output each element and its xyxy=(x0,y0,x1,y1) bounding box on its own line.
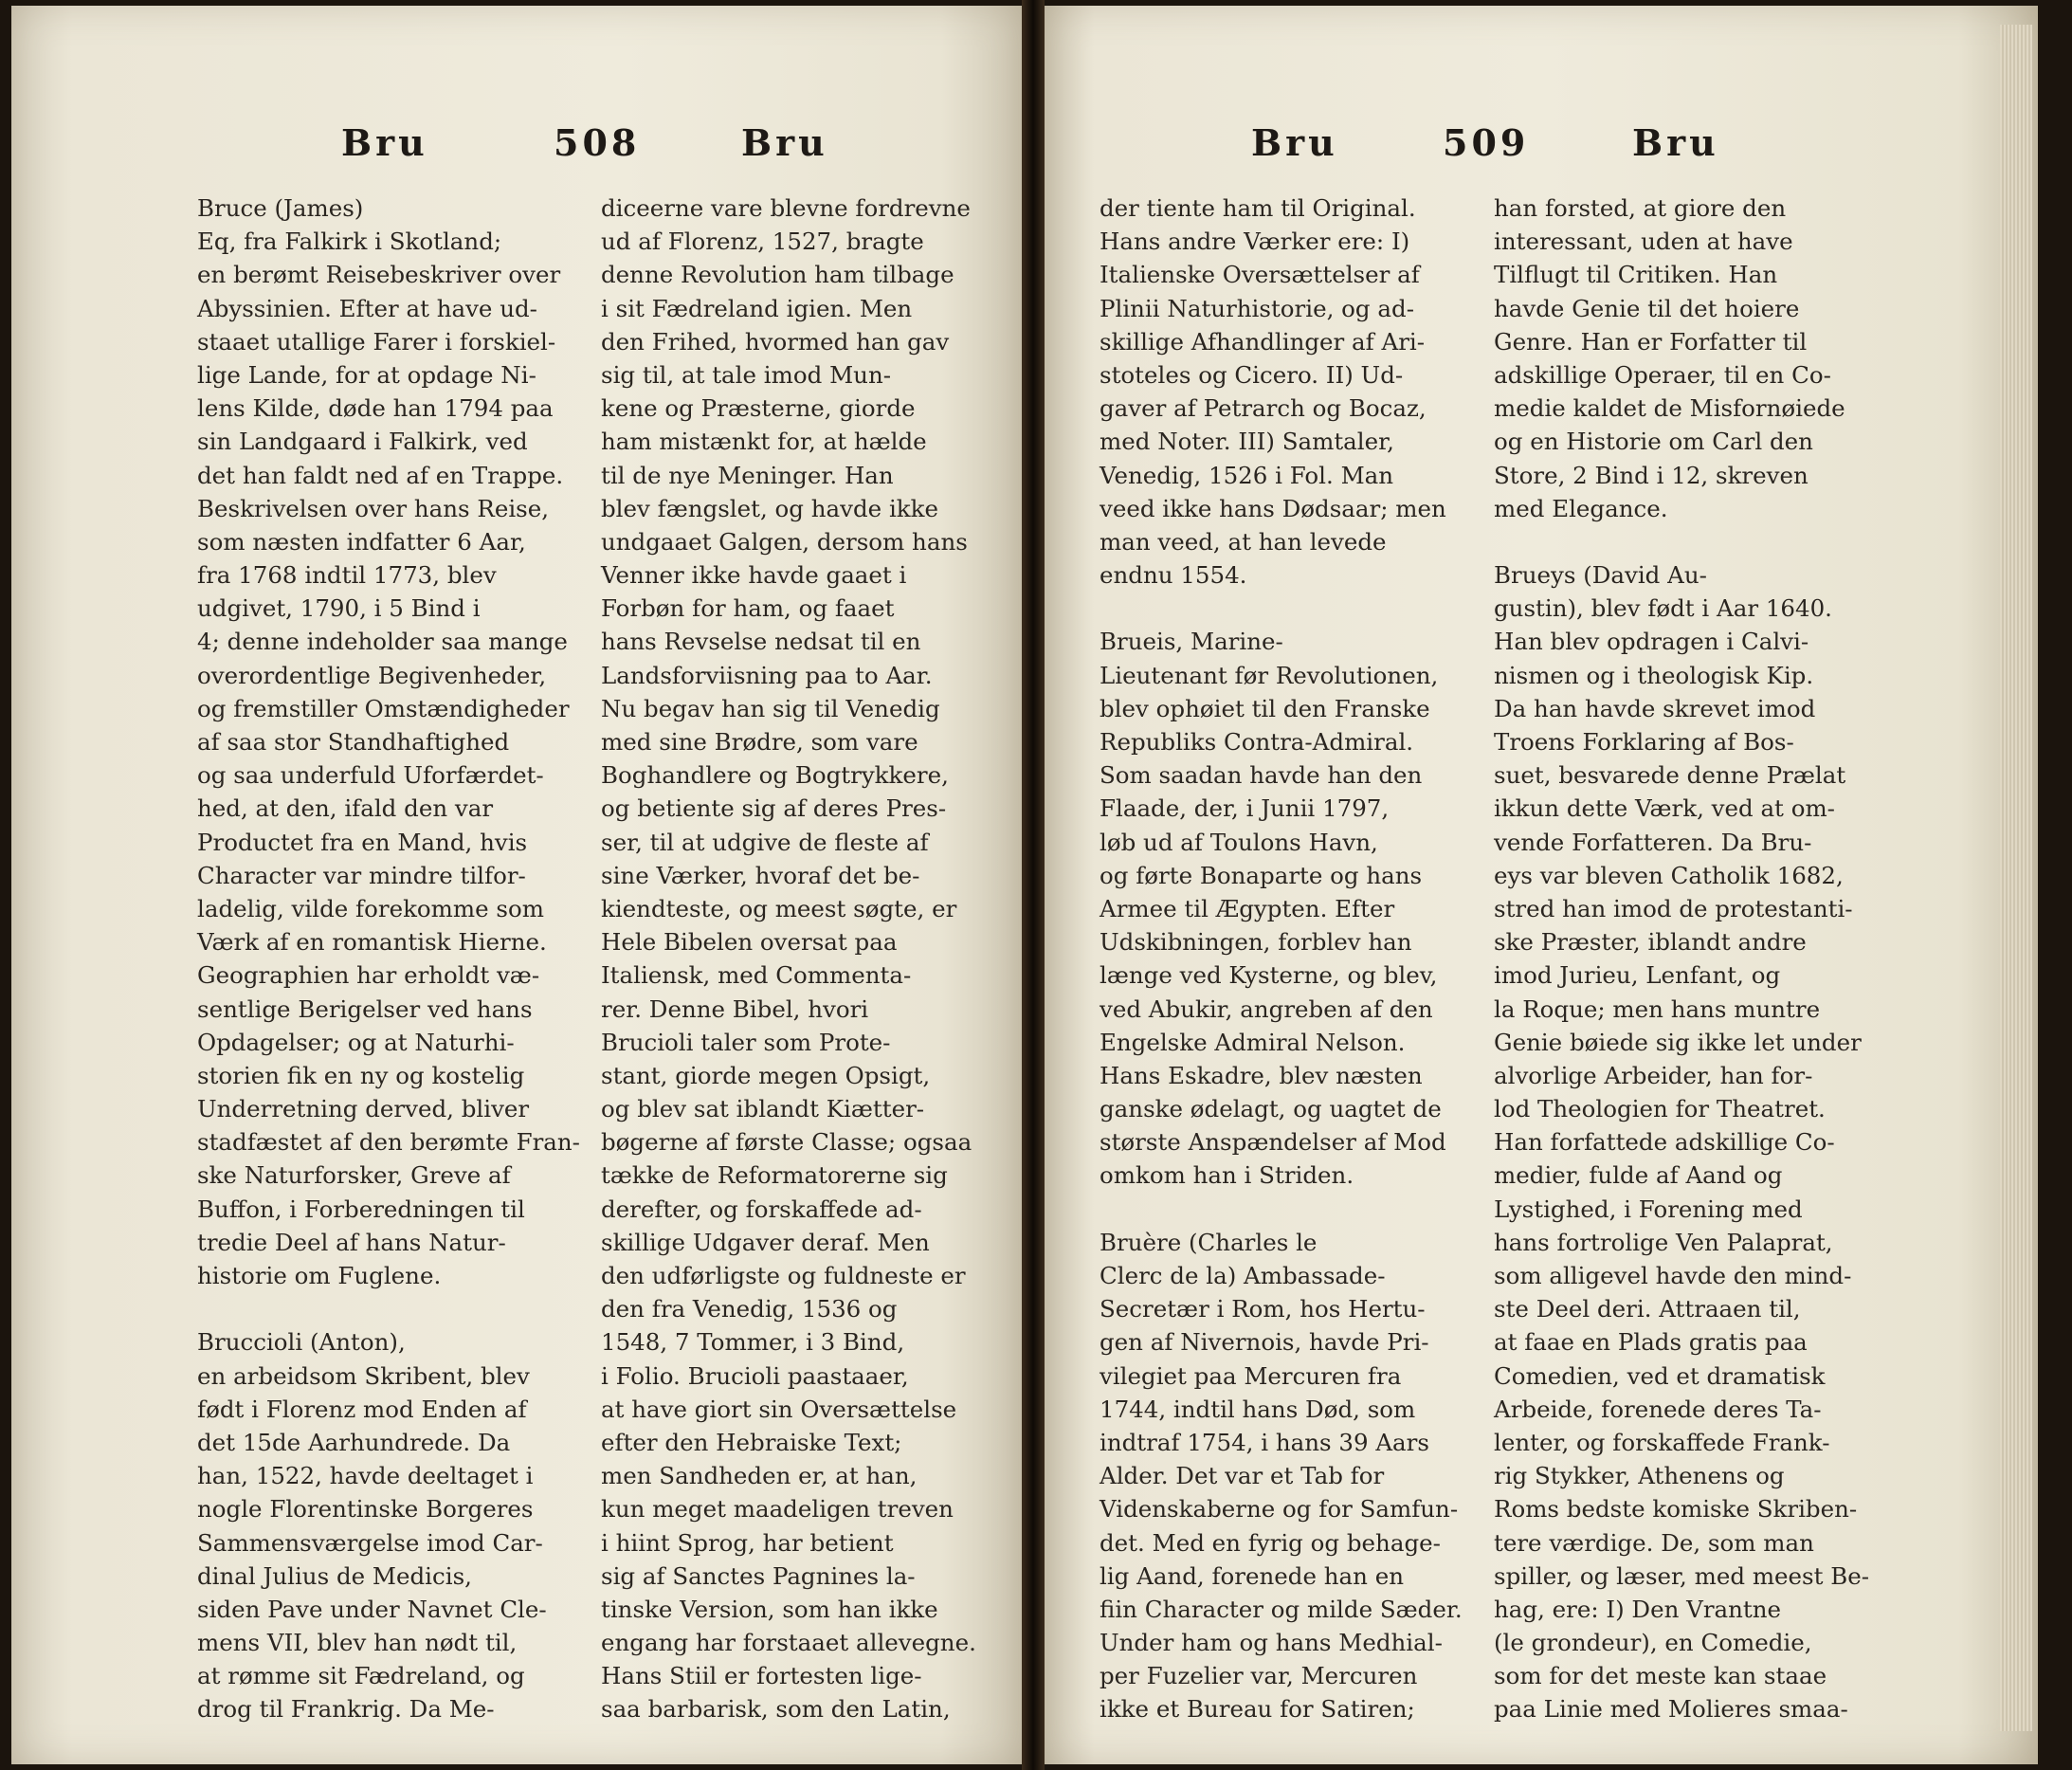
text-line: Roms bedste komiske Skriben- xyxy=(1494,1495,1858,1524)
text-line: ikkun dette Værk, ved at om- xyxy=(1494,794,1835,823)
text-line: han forsted, at giore den xyxy=(1494,194,1787,222)
running-head-right: Bru xyxy=(1632,121,1719,164)
text-line: dinal Julius de Medicis, xyxy=(197,1561,472,1590)
text-line: hag, ere: I) Den Vrantne xyxy=(1494,1595,1782,1623)
text-line: ved Abukir, angreben af den xyxy=(1100,994,1433,1023)
text-line: Italiensk, med Commenta- xyxy=(601,961,912,990)
text-line: Bruccioli (Anton), xyxy=(197,1328,406,1357)
text-line: Hans Eskadre, blev næsten xyxy=(1100,1061,1423,1089)
text-line: lenter, og forskaffede Frank- xyxy=(1494,1428,1830,1456)
text-line: drog til Frankrig. Da Me- xyxy=(197,1695,495,1724)
text-line: tere værdige. De, som man xyxy=(1494,1528,1814,1557)
text-line: storien fik en ny og kostelig xyxy=(197,1061,525,1089)
text-line: ladelig, vilde forekomme som xyxy=(197,894,544,922)
text-line: og en Historie om Carl den xyxy=(1494,428,1813,456)
text-line: i sit Fædreland igien. Men xyxy=(601,294,913,322)
text-line: med sine Brødre, som vare xyxy=(601,728,918,756)
text-line: Hans andre Værker ere: I) xyxy=(1100,228,1410,256)
text-line: sine Værker, hvoraf det be- xyxy=(601,861,920,889)
text-line: 1548, 7 Tommer, i 3 Bind, xyxy=(601,1328,905,1357)
text-line: Armee til Ægypten. Efter xyxy=(1100,894,1395,922)
text-line: denne Revolution ham tilbage xyxy=(601,261,954,289)
text-line: Store, 2 Bind i 12, skreven xyxy=(1494,461,1808,489)
text-line: Forbøn for ham, og faaet xyxy=(601,594,895,623)
text-line: kene og Præsterne, giorde xyxy=(601,394,916,423)
text-line: diceerne vare blevne fordrevne xyxy=(601,194,971,222)
text-line: en arbeidsom Skribent, blev xyxy=(197,1361,530,1390)
text-line: vende Forfatteren. Da Bru- xyxy=(1494,828,1812,856)
text-line: løb ud af Toulons Havn, xyxy=(1100,828,1378,856)
text-line: vilegiet paa Mercuren fra xyxy=(1100,1361,1402,1390)
text-line: efter den Hebraiske Text; xyxy=(601,1428,902,1456)
text-line: 4; denne indeholder saa mange xyxy=(197,628,568,656)
text-line: Arbeide, forenede deres Ta- xyxy=(1494,1395,1822,1423)
text-line: Abyssinien. Efter at have ud- xyxy=(197,294,537,322)
text-line: Comedien, ved et dramatisk xyxy=(1494,1361,1826,1390)
text-line: Brucioli taler som Prote- xyxy=(601,1028,891,1056)
right-page xyxy=(1045,6,2038,1764)
text-line: Tilflugt til Critiken. Han xyxy=(1494,261,1778,289)
text-line: Beskrivelsen over hans Reise, xyxy=(197,494,550,522)
text-line: medier, fulde af Aand og xyxy=(1494,1161,1783,1190)
text-line: suet, besvarede denne Prælat xyxy=(1494,761,1846,790)
text-line: Productet fra en Mand, hvis xyxy=(197,828,528,856)
text-line: lod Theologien for Theatret. xyxy=(1494,1095,1826,1123)
text-line: saa barbarisk, som den Latin, xyxy=(601,1695,951,1724)
text-line: engang har forstaaet allevegne. xyxy=(601,1629,976,1657)
text-line: skillige Udgaver deraf. Men xyxy=(601,1228,930,1256)
text-line: sin Landgaard i Falkirk, ved xyxy=(197,428,528,456)
text-line: ste Deel deri. Attraaen til, xyxy=(1494,1295,1801,1323)
text-line: Genre. Han er Forfatter til xyxy=(1494,327,1808,356)
page-edges xyxy=(2000,25,2032,1731)
text-line: Secretær i Rom, hos Hertu- xyxy=(1100,1295,1426,1323)
text-line: ganske ødelagt, og uagtet de xyxy=(1100,1095,1442,1123)
text-line: Brueis, Marine- xyxy=(1100,628,1283,656)
text-line: og blev sat iblandt Kiætter- xyxy=(601,1095,925,1123)
text-line: største Anspændelser af Mod xyxy=(1100,1128,1446,1157)
text-line: Under ham og hans Medhial- xyxy=(1100,1629,1443,1657)
text-line: lige Lande, for at opdage Ni- xyxy=(197,360,536,389)
text-line: hans fortrolige Ven Palaprat, xyxy=(1494,1228,1833,1256)
text-line: som alligevel havde den mind- xyxy=(1494,1262,1852,1289)
text-line: rer. Denne Bibel, hvori xyxy=(601,994,869,1023)
text-line: interessant, uden at have xyxy=(1494,228,1793,256)
text-line: og saa underfuld Uforfærdet- xyxy=(197,761,544,790)
text-line: i hiint Sprog, har betient xyxy=(601,1528,894,1557)
text-line: længe ved Kysterne, og blev, xyxy=(1100,961,1438,990)
text-line: udgivet, 1790, i 5 Bind i xyxy=(197,594,481,623)
text-line: Opdagelser; og at Naturhi- xyxy=(197,1028,515,1056)
text-line: Nu begav han sig til Venedig xyxy=(601,694,940,722)
text-line: at rømme sit Fædreland, og xyxy=(197,1662,525,1690)
text-line: medie kaldet de Misfornøiede xyxy=(1494,394,1845,423)
page-number: 508 xyxy=(554,121,641,164)
text-line: af saa stor Standhaftighed xyxy=(197,728,510,756)
text-line: det. Med en fyrig og behage- xyxy=(1100,1528,1441,1557)
text-line: Landsforviisning paa to Aar. xyxy=(601,661,933,689)
text-line: Videnskaberne og for Samfun- xyxy=(1100,1495,1459,1524)
text-line: tinske Version, som han ikke xyxy=(601,1595,938,1623)
text-line: og førte Bonaparte og hans xyxy=(1100,861,1423,889)
text-line: stant, giorde megen Opsigt, xyxy=(601,1061,931,1089)
text-line: Republiks Contra-Admiral. xyxy=(1100,728,1414,756)
text-line: eys var bleven Catholik 1682, xyxy=(1494,861,1844,889)
text-line: historie om Fuglene. xyxy=(197,1262,442,1289)
text-line: Han blev opdragen i Calvi- xyxy=(1494,628,1809,656)
text-line: imod Jurieu, Lenfant, og xyxy=(1494,961,1781,990)
text-line: ham mistænkt for, at hælde xyxy=(601,428,927,456)
text-line: staaet utallige Farer i forskiel- xyxy=(197,327,556,356)
text-line: den fra Venedig, 1536 og xyxy=(601,1295,898,1323)
text-line: kun meget maadeligen treven xyxy=(601,1495,954,1524)
text-line: Udskibningen, forblev han xyxy=(1100,928,1412,957)
text-line: paa Linie med Molieres smaa- xyxy=(1494,1695,1848,1724)
text-line xyxy=(1100,1193,1463,1226)
text-line: Genie bøiede sig ikke let under xyxy=(1494,1028,1862,1056)
text-line: hans Revselse nedsat til en xyxy=(601,628,921,656)
text-line: Buffon, i Forberedningen til xyxy=(197,1195,525,1223)
text-line: bøgerne af første Classe; ogsaa xyxy=(601,1128,972,1157)
page-number: 509 xyxy=(1443,121,1530,164)
text-line: en berømt Reisebeskriver over xyxy=(197,261,561,289)
text-line: Hele Bibelen oversat paa xyxy=(601,928,898,957)
text-line: lens Kilde, døde han 1794 paa xyxy=(197,394,554,423)
left-page xyxy=(11,6,1022,1764)
text-line: havde Genie til det hoiere xyxy=(1494,294,1800,322)
text-line: med Elegance. xyxy=(1494,494,1668,522)
text-line: mens VII, blev han nødt til, xyxy=(197,1629,518,1657)
text-line: blev fængslet, og havde ikke xyxy=(601,494,938,522)
text-line: den udførligste og fuldneste er xyxy=(601,1262,966,1289)
text-line: alvorlige Arbeider, han for- xyxy=(1494,1061,1813,1089)
text-line: han, 1522, havde deeltaget i xyxy=(197,1462,534,1490)
book-gutter xyxy=(1022,0,1045,1770)
text-line: som næsten indfatter 6 Aar, xyxy=(197,527,526,556)
text-line: sig til, at tale imod Mun- xyxy=(601,360,891,389)
text-line: stoteles og Cicero. II) Ud- xyxy=(1100,360,1404,389)
text-line: Værk af en romantisk Hierne. xyxy=(197,928,547,957)
running-head-right: Bru xyxy=(741,121,828,164)
text-line: Flaade, der, i Junii 1797, xyxy=(1100,794,1390,823)
text-line: at faae en Plads gratis paa xyxy=(1494,1328,1808,1357)
text-line: sig af Sanctes Pagnines la- xyxy=(601,1561,916,1590)
text-line: og fremstiller Omstændigheder xyxy=(197,694,570,722)
text-line: Bruère (Charles le xyxy=(1100,1228,1318,1256)
text-line: kiendteste, og meest søgte, er xyxy=(601,894,957,922)
text-line: man veed, at han levede xyxy=(1100,527,1387,556)
text-line: fra 1768 indtil 1773, blev xyxy=(197,561,497,590)
text-line: Lieutenant før Revolutionen, xyxy=(1100,661,1439,689)
text-line xyxy=(1494,525,1869,558)
text-line: stred han imod de protestanti- xyxy=(1494,894,1853,922)
text-line: Underretning derved, bliver xyxy=(197,1095,530,1123)
text-column-1 xyxy=(1100,192,1463,1726)
text-line: ikke et Bureau for Satiren; xyxy=(1100,1695,1415,1724)
text-line: i Folio. Brucioli paastaaer, xyxy=(601,1361,909,1390)
text-line: og betiente sig af deres Pres- xyxy=(601,794,947,823)
text-line: tredie Deel af hans Natur- xyxy=(197,1228,506,1256)
text-line: nismen og i theologisk Kip. xyxy=(1494,661,1814,689)
text-line: gustin), blev født i Aar 1640. xyxy=(1494,594,1832,623)
text-line: født i Florenz mod Enden af xyxy=(197,1395,527,1423)
text-line: Clerc de la) Ambassade- xyxy=(1100,1262,1386,1289)
text-line: Alder. Det var et Tab for xyxy=(1100,1462,1385,1490)
text-line: skillige Afhandlinger af Ari- xyxy=(1100,327,1426,356)
text-line: sentlige Berigelser ved hans xyxy=(197,994,533,1023)
text-line: men Sandheden er, at han, xyxy=(601,1462,918,1490)
text-line: veed ikke hans Dødsaar; men xyxy=(1100,494,1446,522)
text-line: Engelske Admiral Nelson. xyxy=(1100,1028,1406,1056)
text-line: endnu 1554. xyxy=(1100,561,1247,590)
text-line: ske Præster, iblandt andre xyxy=(1494,928,1807,957)
text-line: Hans Stiil er fortesten lige- xyxy=(601,1662,922,1690)
text-line: siden Pave under Navnet Cle- xyxy=(197,1595,547,1623)
text-line: med Noter. III) Samtaler, xyxy=(1100,428,1394,456)
text-line: Eq, fra Falkirk i Skotland; xyxy=(197,228,502,256)
text-line: Boghandlere og Bogtrykkere, xyxy=(601,761,949,790)
text-line: fiin Character og milde Sæder. xyxy=(1100,1595,1463,1623)
text-line: per Fuzelier var, Mercuren xyxy=(1100,1662,1418,1690)
text-line: Character var mindre tilfor- xyxy=(197,861,526,889)
text-line: det 15de Aarhundrede. Da xyxy=(197,1428,511,1456)
text-line: til de nye Meninger. Han xyxy=(601,461,894,489)
text-line xyxy=(1100,592,1463,625)
text-line: hed, at den, ifald den var xyxy=(197,794,494,823)
text-line: Som saadan havde han den xyxy=(1100,761,1423,790)
text-line: Lystighed, i Forening med xyxy=(1494,1195,1803,1223)
running-head-left: Bru xyxy=(341,121,428,164)
text-line: ser, til at udgive de fleste af xyxy=(601,828,929,856)
text-line: la Roque; men hans muntre xyxy=(1494,994,1821,1023)
text-line: derefter, og forskaffede ad- xyxy=(601,1195,922,1223)
text-line: der tiente ham til Original. xyxy=(1100,194,1416,222)
text-line: rig Stykker, Athenens og xyxy=(1494,1462,1785,1490)
text-line: tække de Reformatorerne sig xyxy=(601,1161,948,1190)
text-line: nogle Florentinske Borgeres xyxy=(197,1495,534,1524)
text-line: Da han havde skrevet imod xyxy=(1494,694,1816,722)
text-line: Brueys (David Au- xyxy=(1494,561,1707,590)
running-head-left: Bru xyxy=(1251,121,1338,164)
text-line: Venner ikke havde gaaet i xyxy=(601,561,907,590)
text-line: indtraf 1754, i hans 39 Aars xyxy=(1100,1428,1429,1456)
text-line: Han forfattede adskillige Co- xyxy=(1494,1128,1835,1157)
text-line: lig Aand, forenede han en xyxy=(1100,1561,1404,1590)
text-line: Plinii Naturhistorie, og ad- xyxy=(1100,294,1414,322)
text-line: det han faldt ned af en Trappe. xyxy=(197,461,564,489)
text-line xyxy=(197,1292,580,1325)
text-line: gaver af Petrarch og Bocaz, xyxy=(1100,394,1427,423)
text-line: som for det meste kan staae xyxy=(1494,1662,1827,1690)
text-line: ud af Florenz, 1527, bragte xyxy=(601,228,924,256)
text-line: spiller, og læser, med meest Be- xyxy=(1494,1561,1870,1590)
text-line: blev ophøiet til den Franske xyxy=(1100,694,1430,722)
text-line: Sammensværgelse imod Car- xyxy=(197,1528,543,1557)
text-line: (le grondeur), en Comedie, xyxy=(1494,1629,1812,1657)
text-line: Geographien har erholdt væ- xyxy=(197,961,540,990)
text-line: Venedig, 1526 i Fol. Man xyxy=(1100,461,1394,489)
text-column-1 xyxy=(197,192,580,1726)
text-line: overordentlige Begivenheder, xyxy=(197,661,547,689)
text-line: gen af Nivernois, havde Pri- xyxy=(1100,1328,1429,1357)
text-line: ske Naturforsker, Greve af xyxy=(197,1161,511,1190)
text-line: stadfæstet af den berømte Fran- xyxy=(197,1128,580,1157)
text-line: adskillige Operaer, til en Co- xyxy=(1494,360,1831,389)
text-line: omkom han i Striden. xyxy=(1100,1161,1354,1190)
text-line: at have giort sin Oversættelse xyxy=(601,1395,957,1423)
text-column-2 xyxy=(1494,192,1869,1726)
text-line: 1744, indtil hans Død, som xyxy=(1100,1395,1416,1423)
text-line: Bruce (James) xyxy=(197,194,364,222)
text-column-2 xyxy=(601,192,976,1726)
text-line: Troens Forklaring af Bos- xyxy=(1494,728,1794,756)
text-line: undgaaet Galgen, dersom hans xyxy=(601,527,968,556)
text-line: Italienske Oversættelser af xyxy=(1100,261,1420,289)
text-line: den Frihed, hvormed han gav xyxy=(601,327,950,356)
